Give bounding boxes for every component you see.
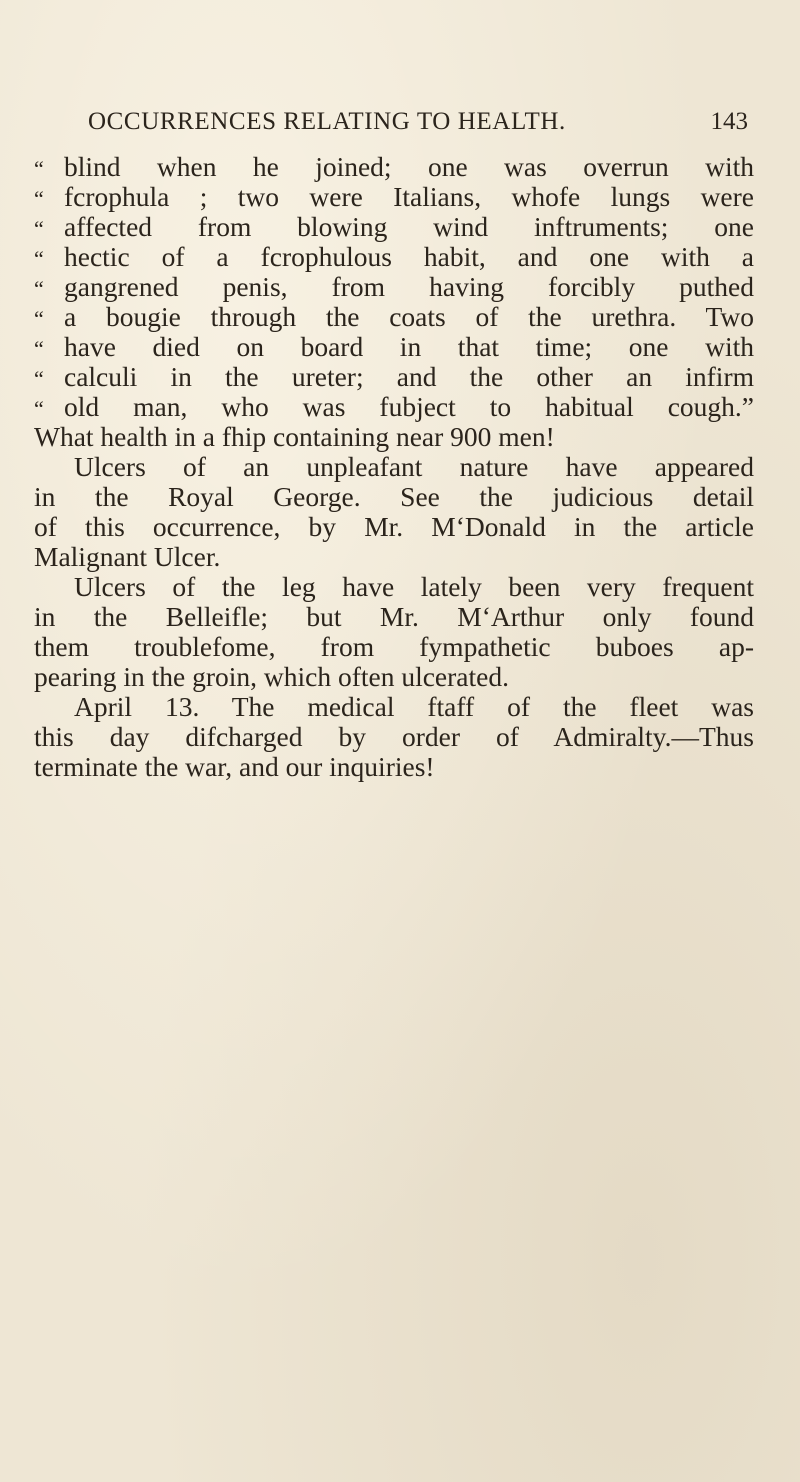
text-line: in the Royal George. See the judicious detail <box>34 481 754 512</box>
quote-mark: “ <box>34 306 44 331</box>
text-line: terminate the war, and our inquiries! <box>34 751 435 782</box>
quote-mark: “ <box>34 366 44 391</box>
paragraph-first-line: Ulcers of an unpleafant nature have appeared <box>74 451 754 482</box>
quoted-line-text: fcrophula ; two were Italians, whofe lungs were <box>64 181 754 212</box>
text-line: Malignant Ulcer. <box>34 541 221 572</box>
quoted-line <box>34 152 754 182</box>
quoted-line <box>34 362 754 392</box>
quote-mark: “ <box>34 156 44 181</box>
quote-mark: “ <box>34 396 44 421</box>
quote-mark: “ <box>34 186 44 211</box>
paragraph-first-line: Ulcers of the leg have lately been very frequent <box>74 571 754 602</box>
quoted-line <box>34 272 754 302</box>
quoted-line-text: gangrened penis, from having forcibly puthed <box>64 271 754 302</box>
running-title: OCCURRENCES RELATING TO HEALTH. <box>88 108 566 135</box>
quoted-line <box>34 242 754 272</box>
quote-mark: “ <box>34 246 44 271</box>
page-header <box>88 108 748 144</box>
paragraph-first-line: April 13. The medical ftaff of the fleet was <box>74 691 754 722</box>
text-line: this day difcharged by order of Admiralty.—Thus <box>34 721 754 752</box>
quoted-line-text: old man, who was fubject to habitual cough.” <box>64 391 754 422</box>
quoted-line <box>34 332 754 362</box>
body-text <box>34 152 754 782</box>
quoted-line-text: blind when he joined; one was overrun with <box>64 151 754 182</box>
text-line: in the Belleifle; but Mr. M‘Arthur only found <box>34 601 754 632</box>
quoted-line-text: hectic of a fcrophulous habit, and one with a <box>64 241 754 272</box>
quote-mark: “ <box>34 276 44 301</box>
quoted-line-text: a bougie through the coats of the urethra. Two <box>64 301 754 332</box>
text-line: them troublefome, from fympathetic buboes ap- <box>34 631 754 662</box>
quoted-line <box>34 182 754 212</box>
quote-mark: “ <box>34 216 44 241</box>
quote-mark: “ <box>34 336 44 361</box>
quoted-line <box>34 302 754 332</box>
page-number: 143 <box>710 108 748 135</box>
quoted-line <box>34 392 754 422</box>
quoted-line-text: calculi in the ureter; and the other an infirm <box>64 361 754 392</box>
text-line: What health in a fhip containing near 900 men! <box>34 421 555 452</box>
quoted-line <box>34 212 754 242</box>
text-line: of this occurrence, by Mr. M‘Donald in the article <box>34 511 754 542</box>
quoted-line-text: affected from blowing wind inftruments; one <box>64 211 754 242</box>
text-line: pearing in the groin, which often ulcerated. <box>34 661 509 692</box>
quoted-line-text: have died on board in that time; one with <box>64 331 754 362</box>
